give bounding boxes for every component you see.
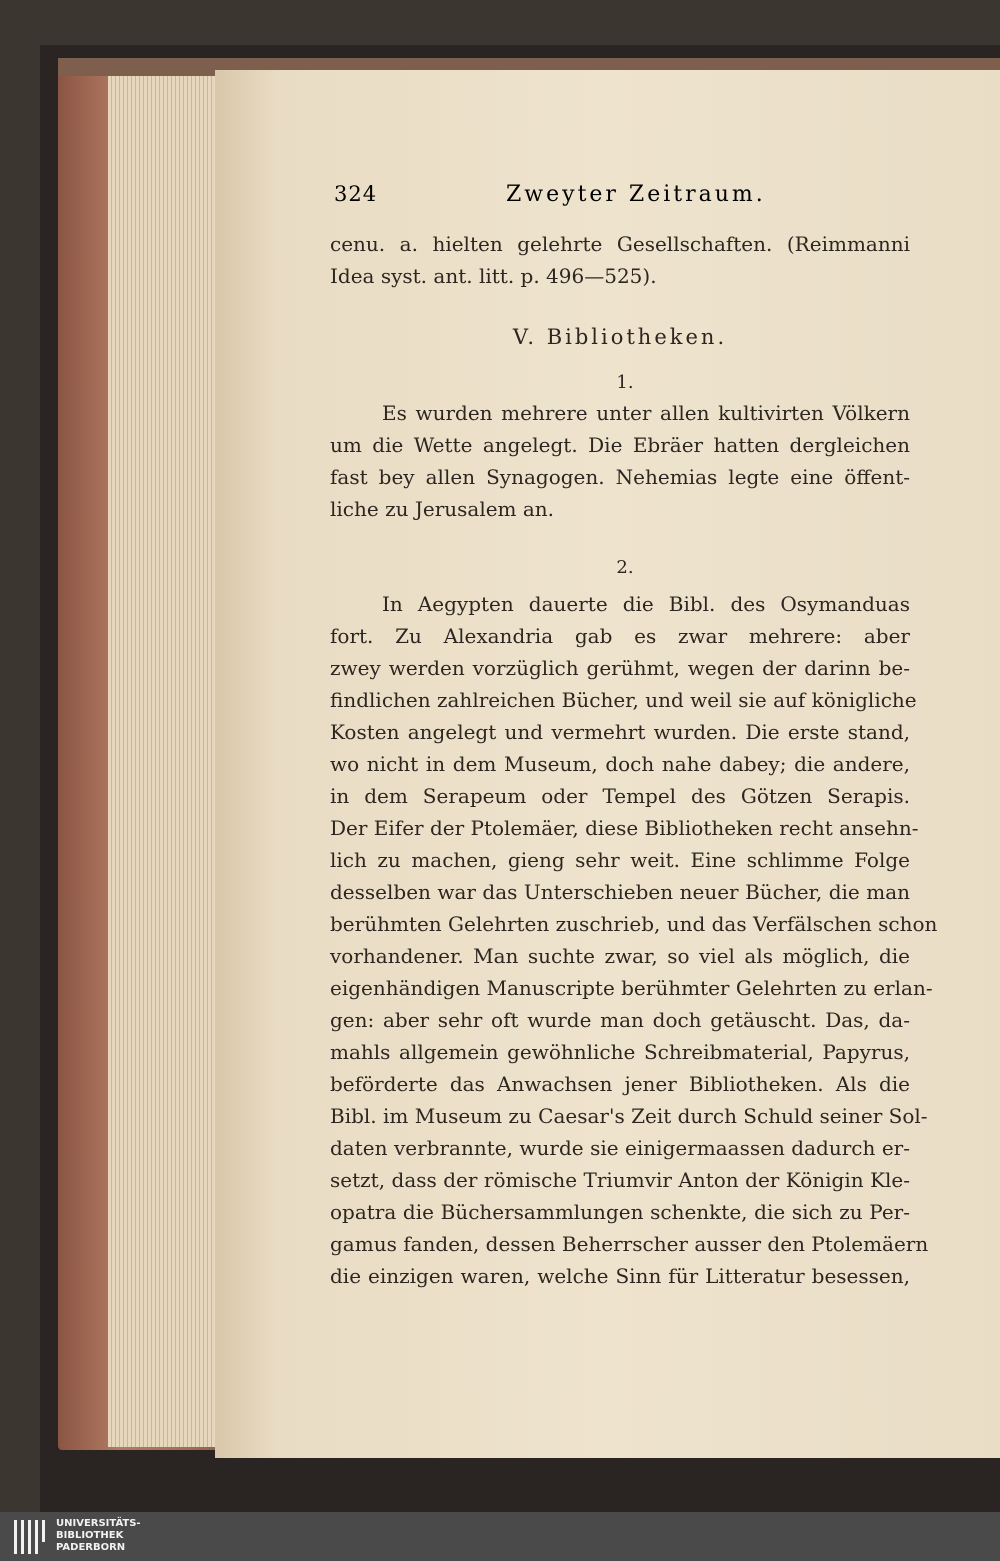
library-name: [56, 1518, 141, 1554]
text-line: In Aegypten dauerte die Bibl. des Osymanduas: [382, 592, 910, 616]
text-line: setzt, dass der römische Triumvir Anton der Königin Kle-: [330, 1168, 910, 1192]
page-edges: [108, 72, 226, 1447]
text-line: Es wurden mehrere unter allen kultivirten Völkern: [382, 401, 910, 425]
text-line: lich zu machen, gieng sehr weit. Eine schlimme Folge: [330, 848, 910, 872]
text-line: mahls allgemein gewöhnliche Schreibmaterial, Papyrus,: [330, 1040, 910, 1064]
text-line: daten verbrannte, wurde sie einigermaassen dadurch er-: [330, 1136, 910, 1160]
text-line: berühmten Gelehrten zuschrieb, und das Verfälschen schon: [330, 912, 938, 936]
text-line: desselben war das Unterschieben neuer Bücher, die man: [330, 880, 910, 904]
text-line: opatra die Büchersammlungen schenkte, die sich zu Per-: [330, 1200, 910, 1224]
library-footer: [0, 1512, 1000, 1561]
text-line: gamus fanden, dessen Beherrscher ausser den Ptolemäern: [330, 1232, 929, 1256]
library-name-line: PADERBORN: [56, 1542, 126, 1553]
running-title: Zweyter Zeitraum.: [506, 182, 766, 207]
paragraph-number: 2.: [616, 557, 634, 578]
text-line: Der Eifer der Ptolemäer, diese Bibliotheken recht ansehn-: [330, 816, 919, 840]
text-line: eigenhändigen Manuscripte berühmter Gelehrten zu erlan-: [330, 976, 933, 1000]
text-line: gen: aber sehr oft wurde man doch getäuscht. Das, da-: [330, 1008, 910, 1032]
text-line: in dem Serapeum oder Tempel des Götzen Serapis.: [330, 784, 910, 808]
text-line: vorhandener. Man suchte zwar, so viel als möglich, die: [330, 944, 910, 968]
page-number: 324: [334, 182, 378, 206]
text-line: Idea syst. ant. litt. p. 496—525).: [330, 264, 657, 288]
library-logo-icon: [14, 1520, 50, 1554]
text-line: beförderte das Anwachsen jener Bibliotheken. Als die: [330, 1072, 910, 1096]
text-line: um die Wette angelegt. Die Ebräer hatten dergleichen: [330, 433, 910, 457]
text-line: Bibl. im Museum zu Caesar's Zeit durch Schuld seiner Sol-: [330, 1104, 928, 1128]
text-line: findlichen zahlreichen Bücher, und weil sie auf königliche: [330, 688, 917, 712]
library-name-line: BIBLIOTHEK: [56, 1530, 124, 1541]
text-line: wo nicht in dem Museum, doch nahe dabey; die andere,: [330, 752, 910, 776]
text-line: liche zu Jerusalem an.: [330, 497, 555, 521]
library-name-line: UNIVERSITÄTS-: [56, 1518, 141, 1529]
text-line: Kosten angelegt und vermehrt wurden. Die erste stand,: [330, 720, 910, 744]
text-line: zwey werden vorzüglich gerühmt, wegen der darinn be-: [330, 656, 910, 680]
text-line: fort. Zu Alexandria gab es zwar mehrere: aber: [330, 624, 910, 648]
section-heading: V. Bibliotheken.: [512, 325, 728, 349]
paragraph-number: 1.: [616, 372, 634, 393]
text-line: fast bey allen Synagogen. Nehemias legte eine öffent-: [330, 465, 910, 489]
text-line: cenu. a. hielten gelehrte Gesellschaften. (Reimmanni: [330, 232, 910, 256]
text-line: die einzigen waren, welche Sinn für Litteratur besessen,: [330, 1264, 910, 1288]
